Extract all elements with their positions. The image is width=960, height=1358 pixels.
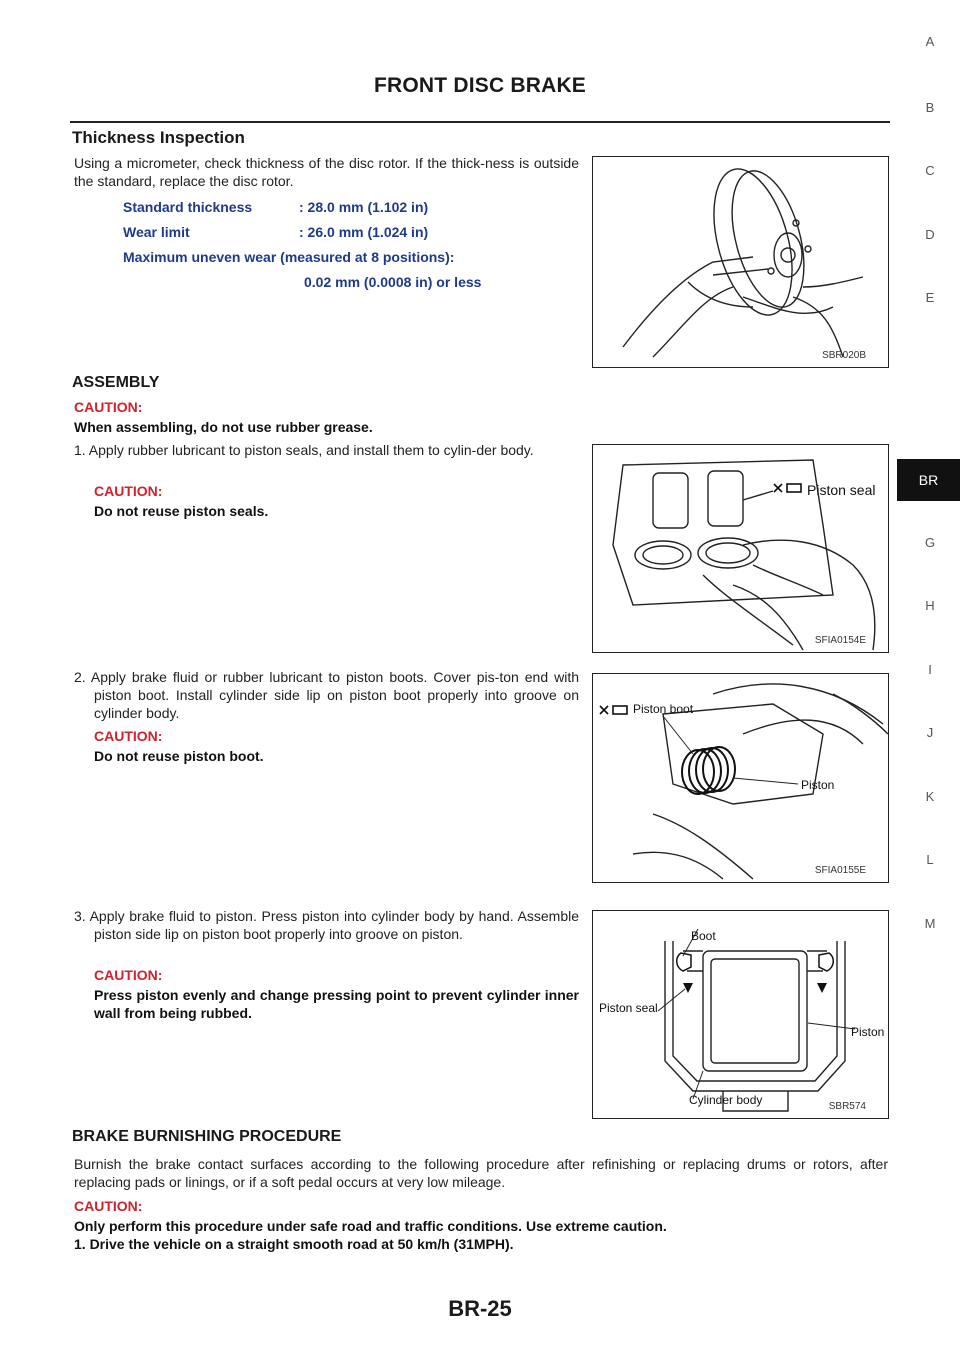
side-index-a[interactable]: A xyxy=(925,34,935,49)
side-index-i[interactable]: I xyxy=(928,662,932,677)
figure-code: SBR020B xyxy=(822,350,866,361)
spec-standard-value: : 28.0 mm (1.102 in) xyxy=(299,199,429,215)
step3-caution-label: CAUTION: xyxy=(94,967,163,983)
assembly-heading: ASSEMBLY xyxy=(72,374,160,391)
assembly-step-2: 2. Apply brake fluid or rubber lubricant to piston boots. Cover pis-ton end with piston boot. Install cylinder side lip on piston boot properly into groove on cylinder body. xyxy=(74,669,579,721)
spec-uneven-label: Maximum uneven wear (measured at 8 positions): xyxy=(123,249,455,265)
label-boot: Boot xyxy=(691,929,716,943)
side-index-m[interactable]: M xyxy=(924,916,936,931)
figure-code: SFIA0154E xyxy=(814,635,866,646)
thickness-intro: Using a micrometer, check thickness of the disc rotor. If the thick-ness is outside the standard, replace the disc rotor. xyxy=(74,155,579,189)
side-index-k[interactable]: K xyxy=(925,789,935,804)
step3-caution-text: Press piston evenly and change pressing point to prevent cylinder inner wall from being rubbed. xyxy=(94,987,579,1021)
side-index-b[interactable]: B xyxy=(925,100,935,115)
side-index-br-active[interactable]: BR xyxy=(897,459,960,501)
cross-section-illustration xyxy=(593,911,889,1119)
page-number: BR-25 xyxy=(448,1296,512,1321)
assembly-step-3: 3. Apply brake fluid to piston. Press piston into cylinder body by hand. Assemble piston side lip on piston boot properly into groove on piston. xyxy=(74,908,579,942)
figure-code: SFIA0155E xyxy=(814,865,866,876)
label-piston-seal: Piston seal xyxy=(599,1001,658,1015)
piston-seal-illustration xyxy=(593,445,889,653)
side-index-j[interactable]: J xyxy=(926,725,934,740)
burnishing-heading: BRAKE BURNISHING PROCEDURE xyxy=(72,1128,342,1145)
thickness-heading: Thickness Inspection xyxy=(72,128,245,147)
spec-wear-value: : 26.0 mm (1.024 in) xyxy=(299,224,429,240)
step2-caution-label: CAUTION: xyxy=(94,728,163,744)
spec-standard-label: Standard thickness xyxy=(123,199,253,215)
spec-wear-limit xyxy=(123,224,428,240)
figure-piston-boot xyxy=(592,673,889,883)
label-cylinder-body: Cylinder body xyxy=(689,1093,763,1107)
step1-caution-text: Do not reuse piston seals. xyxy=(94,503,269,519)
label-piston-boot: Piston boot xyxy=(633,702,694,716)
caution-text: When assembling, do not use rubber grease. xyxy=(74,419,373,435)
page-title: FRONT DISC BRAKE xyxy=(373,74,587,97)
burnishing-caution-label: CAUTION: xyxy=(74,1198,143,1214)
figure-piston-seal xyxy=(592,444,889,653)
burnishing-step-1: 1. Drive the vehicle on a straight smooth road at 50 km/h (31MPH). xyxy=(74,1236,514,1252)
spec-uneven-value: 0.02 mm (0.0008 in) or less xyxy=(304,274,482,290)
label-piston-seal: Piston seal xyxy=(807,482,876,498)
figure-piston-cross-section xyxy=(592,910,889,1119)
figure-disc-rotor-micrometer xyxy=(592,156,889,368)
burnishing-intro: Burnish the brake contact surfaces according to the following procedure after refinishing or replacing drums or rotors, after replacing pads or linings, or if a soft pedal occurs at very low mileage. xyxy=(74,1156,888,1190)
caution-label: CAUTION: xyxy=(74,399,143,415)
side-index-d[interactable]: D xyxy=(925,227,935,242)
spec-wear-label: Wear limit xyxy=(123,224,190,240)
burnishing-caution-text: Only perform this procedure under safe road and traffic conditions. Use extreme caution. xyxy=(74,1218,667,1234)
assembly-step-1: 1. Apply rubber lubricant to piston seals, and install them to cylin-der body. xyxy=(74,442,534,458)
spec-standard-thickness xyxy=(123,199,428,215)
side-index-e[interactable]: E xyxy=(925,290,935,305)
side-index-l[interactable]: L xyxy=(926,852,934,867)
step2-caution-text: Do not reuse piston boot. xyxy=(94,748,264,764)
label-piston: Piston xyxy=(801,778,835,792)
side-index-h[interactable]: H xyxy=(925,598,935,613)
figure-code: SBR574 xyxy=(828,1101,866,1112)
side-index-c[interactable]: C xyxy=(925,163,935,178)
step1-caution-label: CAUTION: xyxy=(94,483,163,499)
disc-rotor-illustration xyxy=(593,157,889,368)
side-index-g[interactable]: G xyxy=(924,535,936,550)
label-piston: Piston xyxy=(851,1025,885,1039)
title-rule xyxy=(70,121,890,123)
